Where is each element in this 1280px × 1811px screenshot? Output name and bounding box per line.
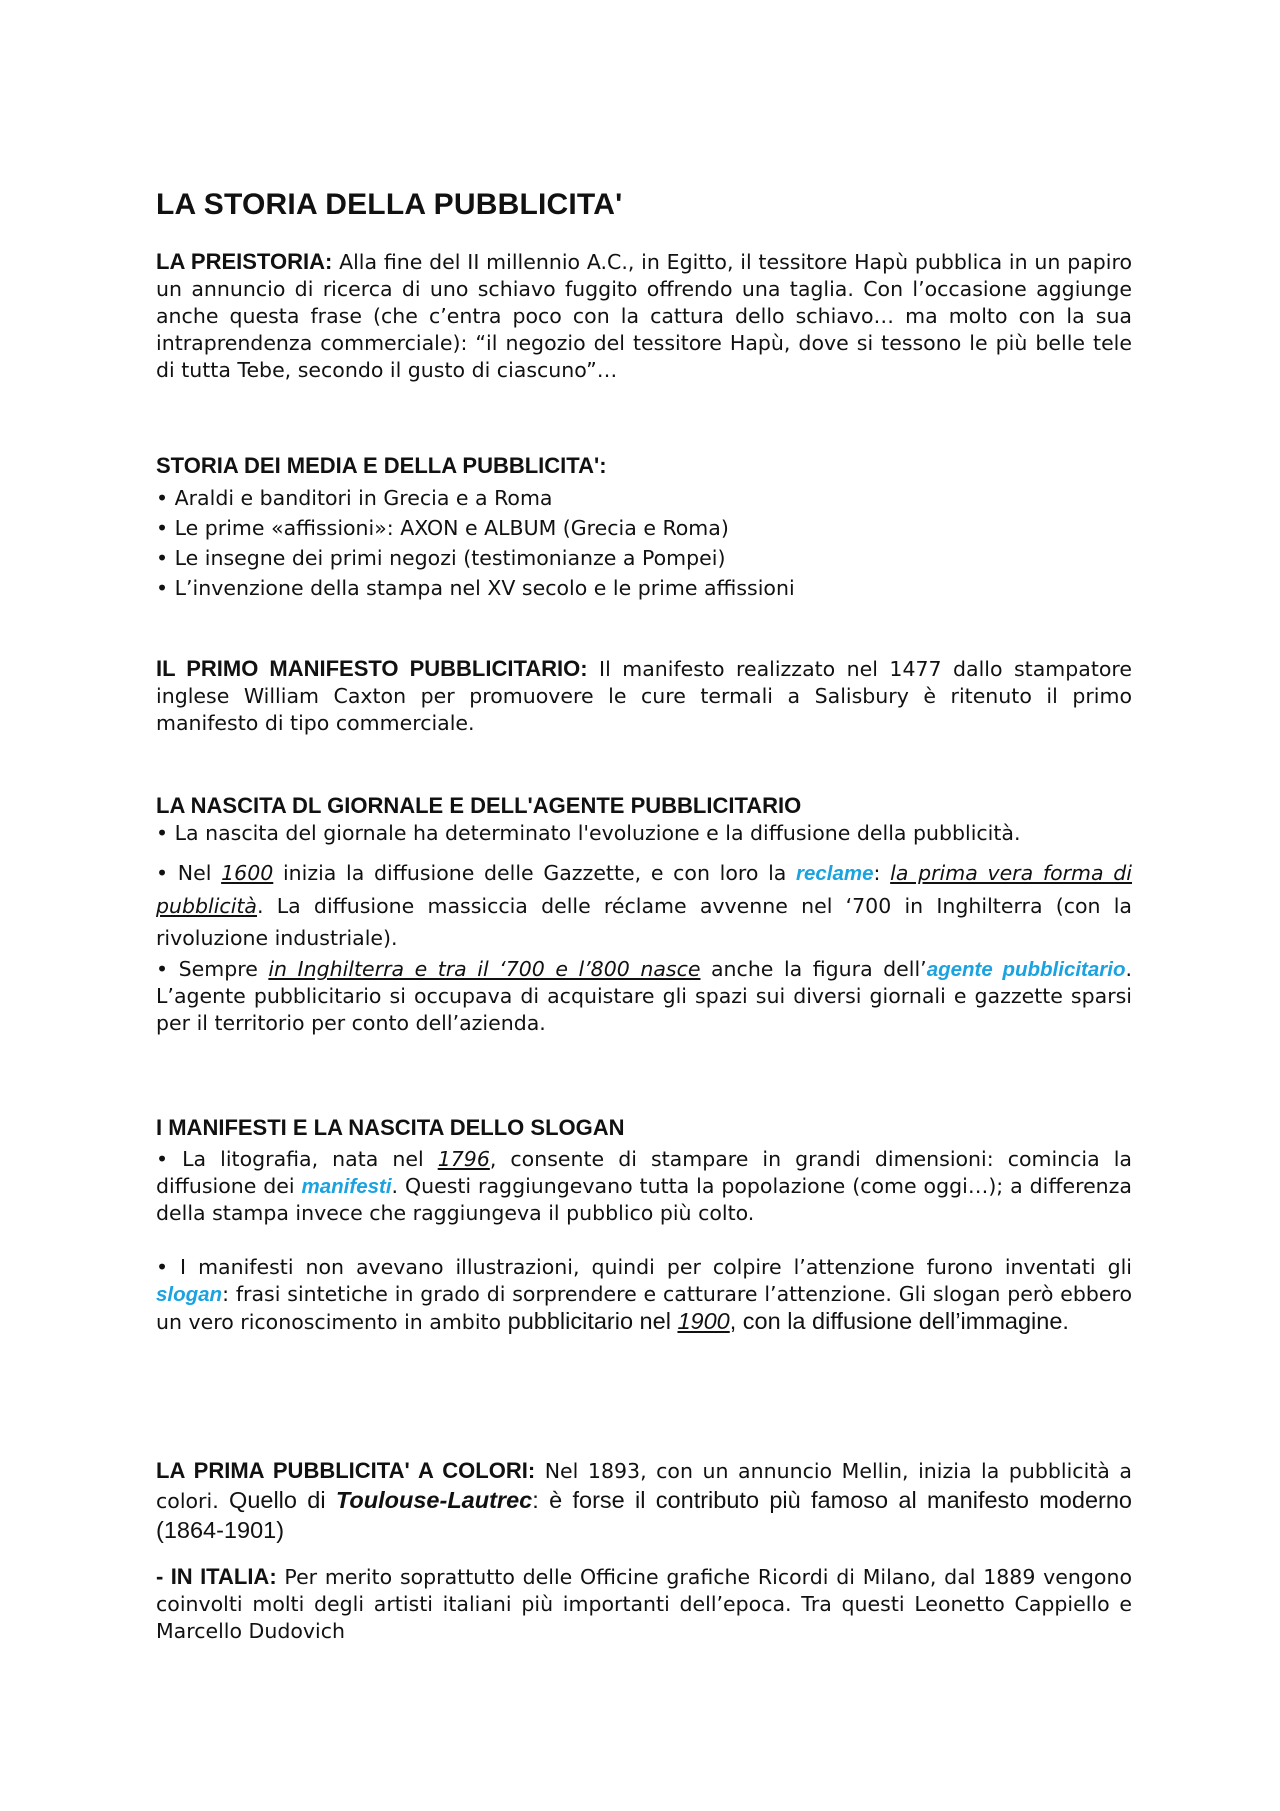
manifesti-slogan-p2 — [156, 1254, 1132, 1336]
primo-manifesto-text: Il manifesto realizzato nel 1477 dallo stampatore inglese William Caxton per promuovere le cure termali a Salisbury è ritenuto il primo manifesto di tipo commerciale. — [156, 657, 1132, 735]
storia-media-heading: STORIA DEI MEDIA E DELLA PUBBLICITA': — [156, 453, 607, 478]
nascita-giornale-p2 — [156, 857, 1132, 954]
text-span: : — [873, 861, 891, 885]
prima-colori-paragraph — [156, 1456, 1132, 1546]
text-span: • Nel — [156, 861, 222, 885]
text-span: . Quello di — [212, 1487, 336, 1513]
document-title: LA STORIA DELLA PUBBLICITA' — [156, 188, 623, 221]
nascita-giornale-p3 — [156, 956, 1132, 1037]
text-span: , consente di stampare in grandi dimensioni: comincia la diffusione dei — [156, 1147, 1132, 1198]
nascita-giornale-p1: • La nascita del giornale ha determinato l'evoluzione e la diffusione della pubblicità. — [156, 821, 1021, 845]
manifesti-term: manifesti — [301, 1175, 392, 1198]
storia-media-list — [156, 483, 795, 603]
text-span: • I manifesti non avevano illustrazioni, quindi per colpire l’attenzione furono inventati gli — [156, 1255, 1132, 1279]
text-span: , con la diffusione dell’immagine. — [729, 1308, 1069, 1334]
in-italia-paragraph — [156, 1563, 1132, 1645]
slogan-term: slogan — [156, 1283, 223, 1306]
list-item: • Le insegne dei primi negozi (testimonianze a Pompei) — [156, 546, 726, 570]
reclame-term: reclame — [796, 862, 874, 885]
year-1796: 1796 — [437, 1147, 490, 1171]
text-span: : frasi sintetiche in grado di sorprendere e catturare l’attenzione. Gli slogan però ebbero un vero riconoscimento in ambito — [156, 1282, 1132, 1334]
text-span: pubblicitario nel — [507, 1308, 678, 1334]
text-span: : è forse il contributo più famoso al manifesto moderno (1864-1901) — [156, 1487, 1132, 1543]
nascita-giornale-heading: LA NASCITA DL GIORNALE E DELL'AGENTE PUBBLICITARIO — [156, 793, 802, 818]
year-1900: 1900 — [677, 1308, 730, 1334]
preistoria-text: Alla fine del II millennio A.C., in Egitto, il tessitore Hapù pubblica in un papiro un annuncio di ricerca di uno schiavo fuggito offrendo una taglia. Con l’occasione aggiunge anche questa frase (che c’entra poco con la cattura dello schiavo… ma molto con la sua intraprendenza commerciale): “il negozio del tessitore Hapù, dove si tessono le più belle tele di tutta Tebe, secondo il gusto di ciascuno”… — [156, 250, 1132, 382]
toulouse-lautrec: Toulouse-Lautrec — [335, 1487, 533, 1513]
manifesti-slogan-p1 — [156, 1146, 1132, 1227]
text-span: • Sempre — [156, 957, 269, 981]
manifesti-slogan-heading: I MANIFESTI E LA NASCITA DELLO SLOGAN — [156, 1115, 625, 1140]
agente-pubblicitario-term: agente pubblicitario — [926, 958, 1126, 981]
text-span: anche la figura dell’ — [700, 957, 927, 981]
text-span: Nel 1893, con un annuncio Mellin, inizia la pubblicità a colori — [156, 1459, 1132, 1513]
year-1600: 1600 — [221, 861, 274, 885]
preistoria-paragraph — [156, 248, 1132, 384]
list-item: • L’invenzione della stampa nel XV secolo e le prime affissioni — [156, 576, 795, 600]
inghilterra-underlined: in Inghilterra e tra il ‘700 e l’800 nasce — [268, 957, 701, 981]
text-span: . L’agente pubblicitario si occupava di acquistare gli spazi sui diversi giornali e gazzette sparsi per il territorio per conto dell’azienda. — [156, 957, 1132, 1035]
text-span: Per merito soprattutto delle Officine grafiche Ricordi di Milano, dal 1889 vengono coinvolti molti degli artisti italiani più importanti dell’epoca. Tra questi Leonetto Cappiello e Marcello Dudovich — [156, 1565, 1132, 1643]
prima-colori-heading: LA PRIMA PUBBLICITA' A COLORI: — [156, 1458, 536, 1483]
text-span: . Questi raggiungevano tutta la popolazione (come oggi…); a differenza della stampa invece che raggiungeva il pubblico più colto. — [156, 1174, 1132, 1225]
prima-forma-pubblicita: la prima vera forma di pubblicità — [156, 861, 1132, 918]
text-span: . La diffusione massiccia delle réclame avvenne nel ‘700 in Inghilterra (con la rivoluzione industriale). — [156, 894, 1132, 950]
in-italia-heading: - IN ITALIA: — [156, 1564, 277, 1589]
primo-manifesto-paragraph — [156, 655, 1132, 737]
preistoria-heading: LA PREISTORIA: — [156, 249, 333, 274]
primo-manifesto-heading: IL PRIMO MANIFESTO PUBBLICITARIO: — [156, 656, 588, 681]
text-span: • La litografia, nata nel — [156, 1147, 438, 1171]
text-span: inizia la diffusione delle Gazzette, e con loro la — [273, 861, 797, 885]
list-item: • Araldi e banditori in Grecia e a Roma — [156, 486, 553, 510]
list-item: • Le prime «affissioni»: AXON e ALBUM (Grecia e Roma) — [156, 516, 729, 540]
